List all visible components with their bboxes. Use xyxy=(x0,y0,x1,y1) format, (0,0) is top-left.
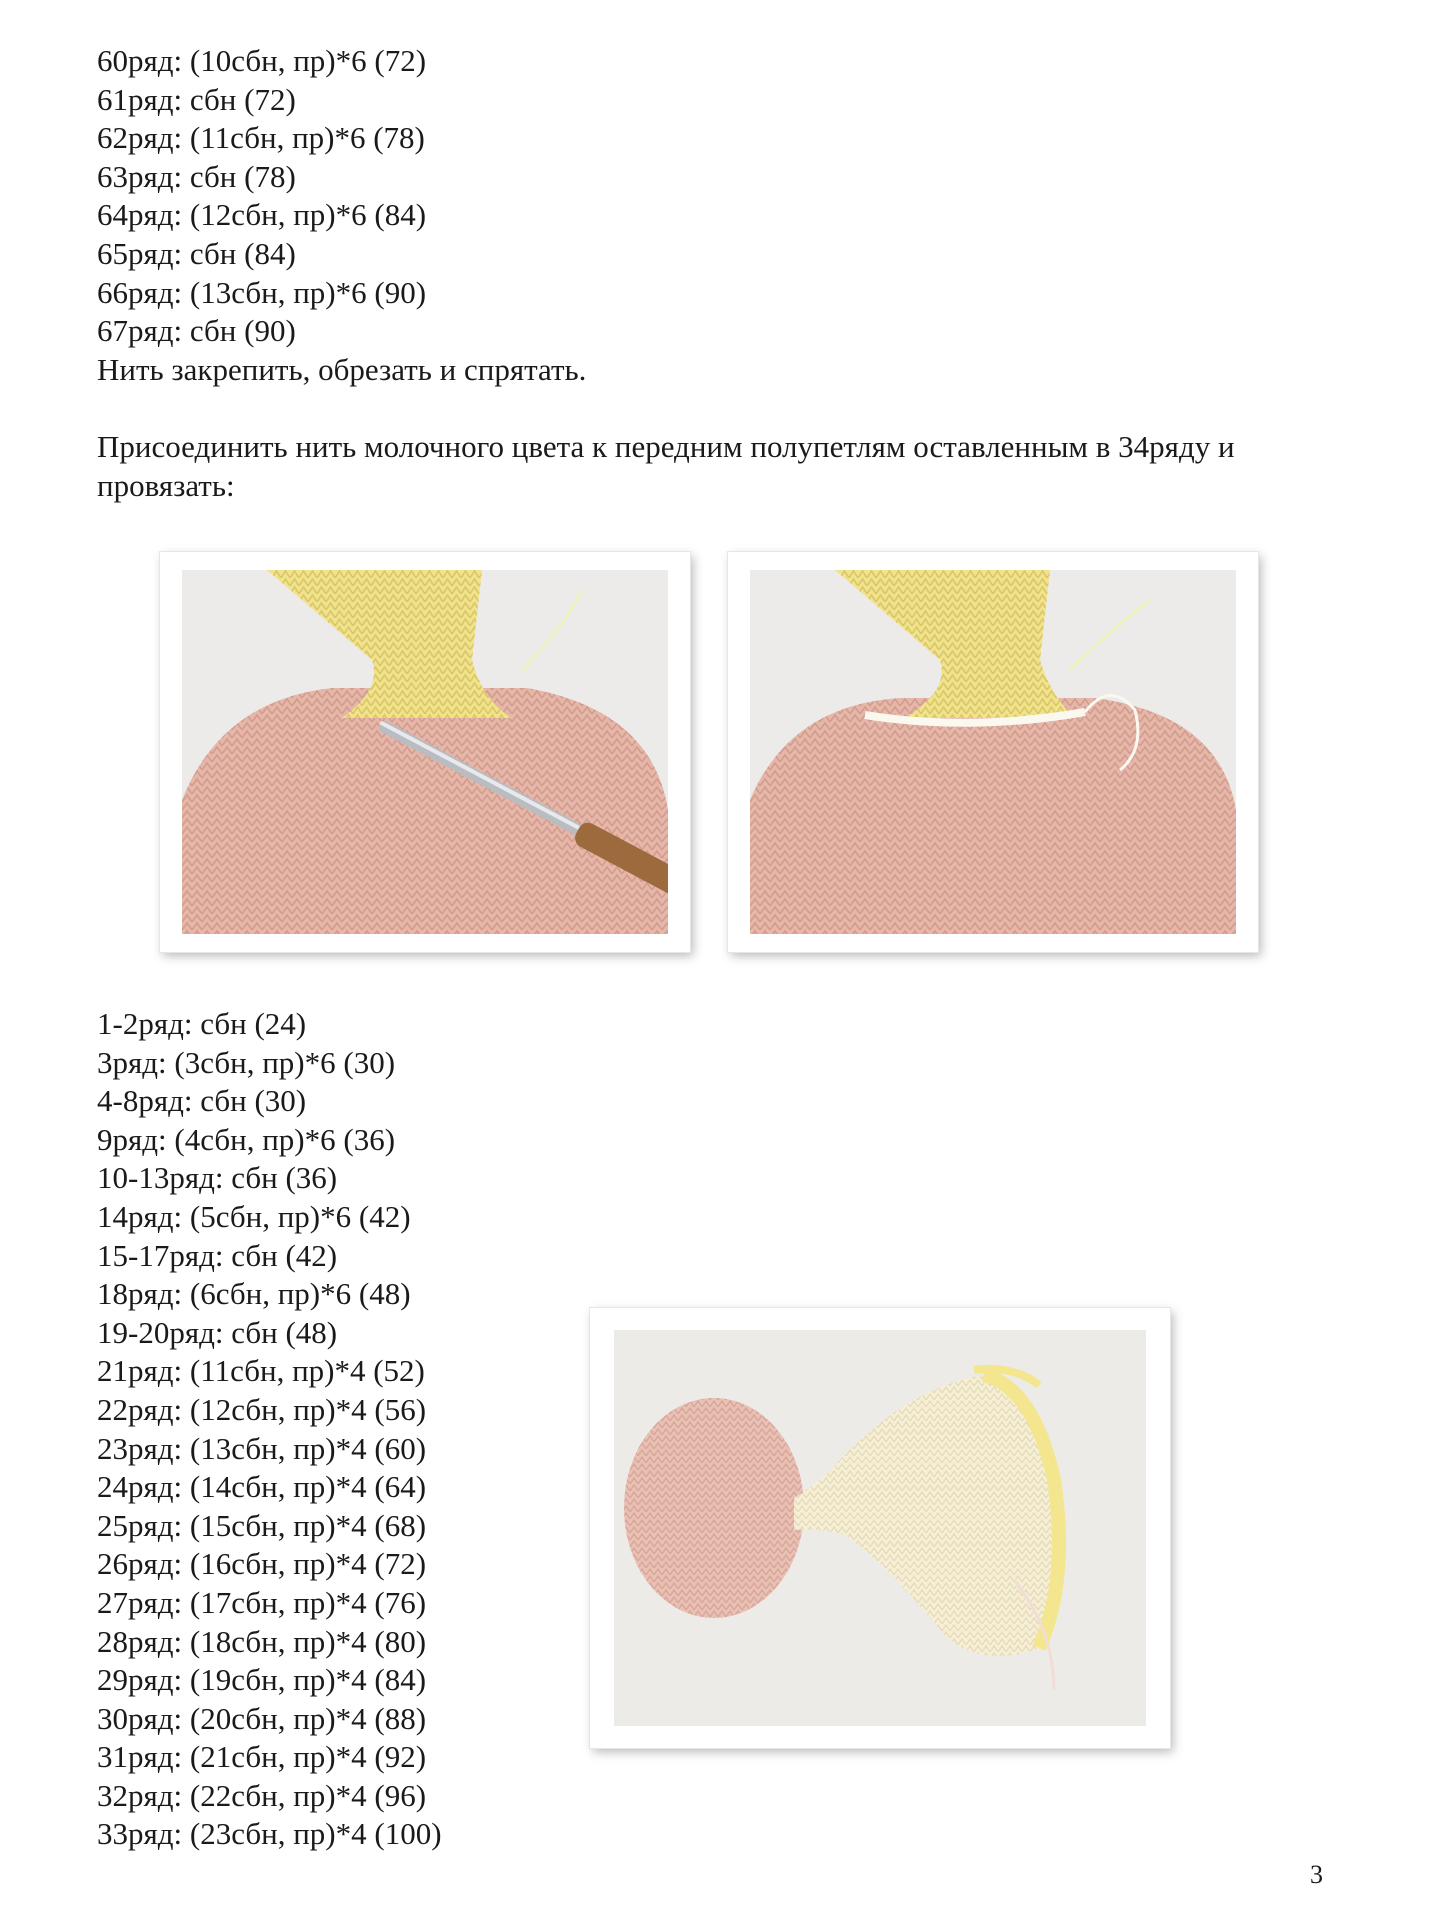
row-line: 62ряд: (11сбн, пр)*6 (78) xyxy=(97,120,425,156)
row-line: 30ряд: (20сбн, пр)*4 (88) xyxy=(97,1700,427,1736)
row-line: 22ряд: (12сбн, пр)*4 (56) xyxy=(97,1391,427,1427)
row-line: 15-17ряд: сбн (42) xyxy=(97,1237,338,1273)
row-line: 64ряд: (12сбн, пр)*6 (84) xyxy=(97,197,427,233)
row-line: 66ряд: (13сбн, пр)*6 (90) xyxy=(97,274,427,310)
top-rows-list xyxy=(97,42,586,389)
page-number: 3 xyxy=(1310,1860,1323,1889)
row-line: 25ряд: (15сбн, пр)*4 (68) xyxy=(97,1507,427,1543)
row-line: 65ряд: сбн (84) xyxy=(97,235,296,271)
photo-skirt-result-image xyxy=(614,1330,1146,1726)
row-line: 33ряд: (23сбн, пр)*4 (100) xyxy=(97,1816,442,1852)
row-line: 61ряд: сбн (72) xyxy=(97,81,296,117)
row-line: 21ряд: (11сбн, пр)*4 (52) xyxy=(97,1353,425,1389)
row-line: 24ряд: (14сбн, пр)*4 (64) xyxy=(97,1469,427,1505)
row-line: 1-2ряд: сбн (24) xyxy=(97,1006,307,1041)
row-line: 28ряд: (18сбн, пр)*4 (80) xyxy=(97,1623,427,1659)
row-line: 10-13ряд: сбн (36) xyxy=(97,1160,338,1196)
row-line: 4-8ряд: сбн (30) xyxy=(97,1083,307,1119)
row-line: 63ряд: сбн (78) xyxy=(97,158,296,194)
row-line: 14ряд: (5сбн, пр)*6 (42) xyxy=(97,1198,411,1234)
row-line: 9ряд: (4сбн, пр)*6 (36) xyxy=(97,1121,396,1157)
row-line: 3ряд: (3сбн, пр)*6 (30) xyxy=(97,1044,396,1080)
row-line: 31ряд: (21сбн, пр)*4 (92) xyxy=(97,1739,427,1775)
row-line: 23ряд: (13сбн, пр)*4 (60) xyxy=(97,1430,427,1466)
row-line: 60ряд: (10сбн, пр)*6 (72) xyxy=(97,43,427,78)
photo-yarn-attached-image xyxy=(750,570,1236,934)
row-line: 26ряд: (16сбн, пр)*4 (72) xyxy=(97,1546,427,1582)
row-line: 27ряд: (17сбн, пр)*4 (76) xyxy=(97,1584,427,1620)
row-line: 67ряд: сбн (90) xyxy=(97,313,296,349)
photo-skirt-result xyxy=(590,1308,1170,1748)
photo-hook-insert xyxy=(160,552,690,952)
instruction-paragraph: Присоединить нить молочного цвета к передним полупетлям оставленным в 34ряду и провязать: xyxy=(97,429,1235,503)
row-line: 19-20ряд: сбн (48) xyxy=(97,1314,338,1350)
skirt-rows-list xyxy=(97,1005,442,1854)
finish-note: Нить закрепить, обрезать и спрятать. xyxy=(97,351,587,387)
photo-yarn-attached xyxy=(728,552,1258,952)
row-line: 32ряд: (22сбн, пр)*4 (96) xyxy=(97,1777,427,1813)
photo-hook-insert-image xyxy=(182,570,668,934)
row-line: 18ряд: (6сбн, пр)*6 (48) xyxy=(97,1276,411,1312)
row-line: 29ряд: (19сбн, пр)*4 (84) xyxy=(97,1662,427,1698)
